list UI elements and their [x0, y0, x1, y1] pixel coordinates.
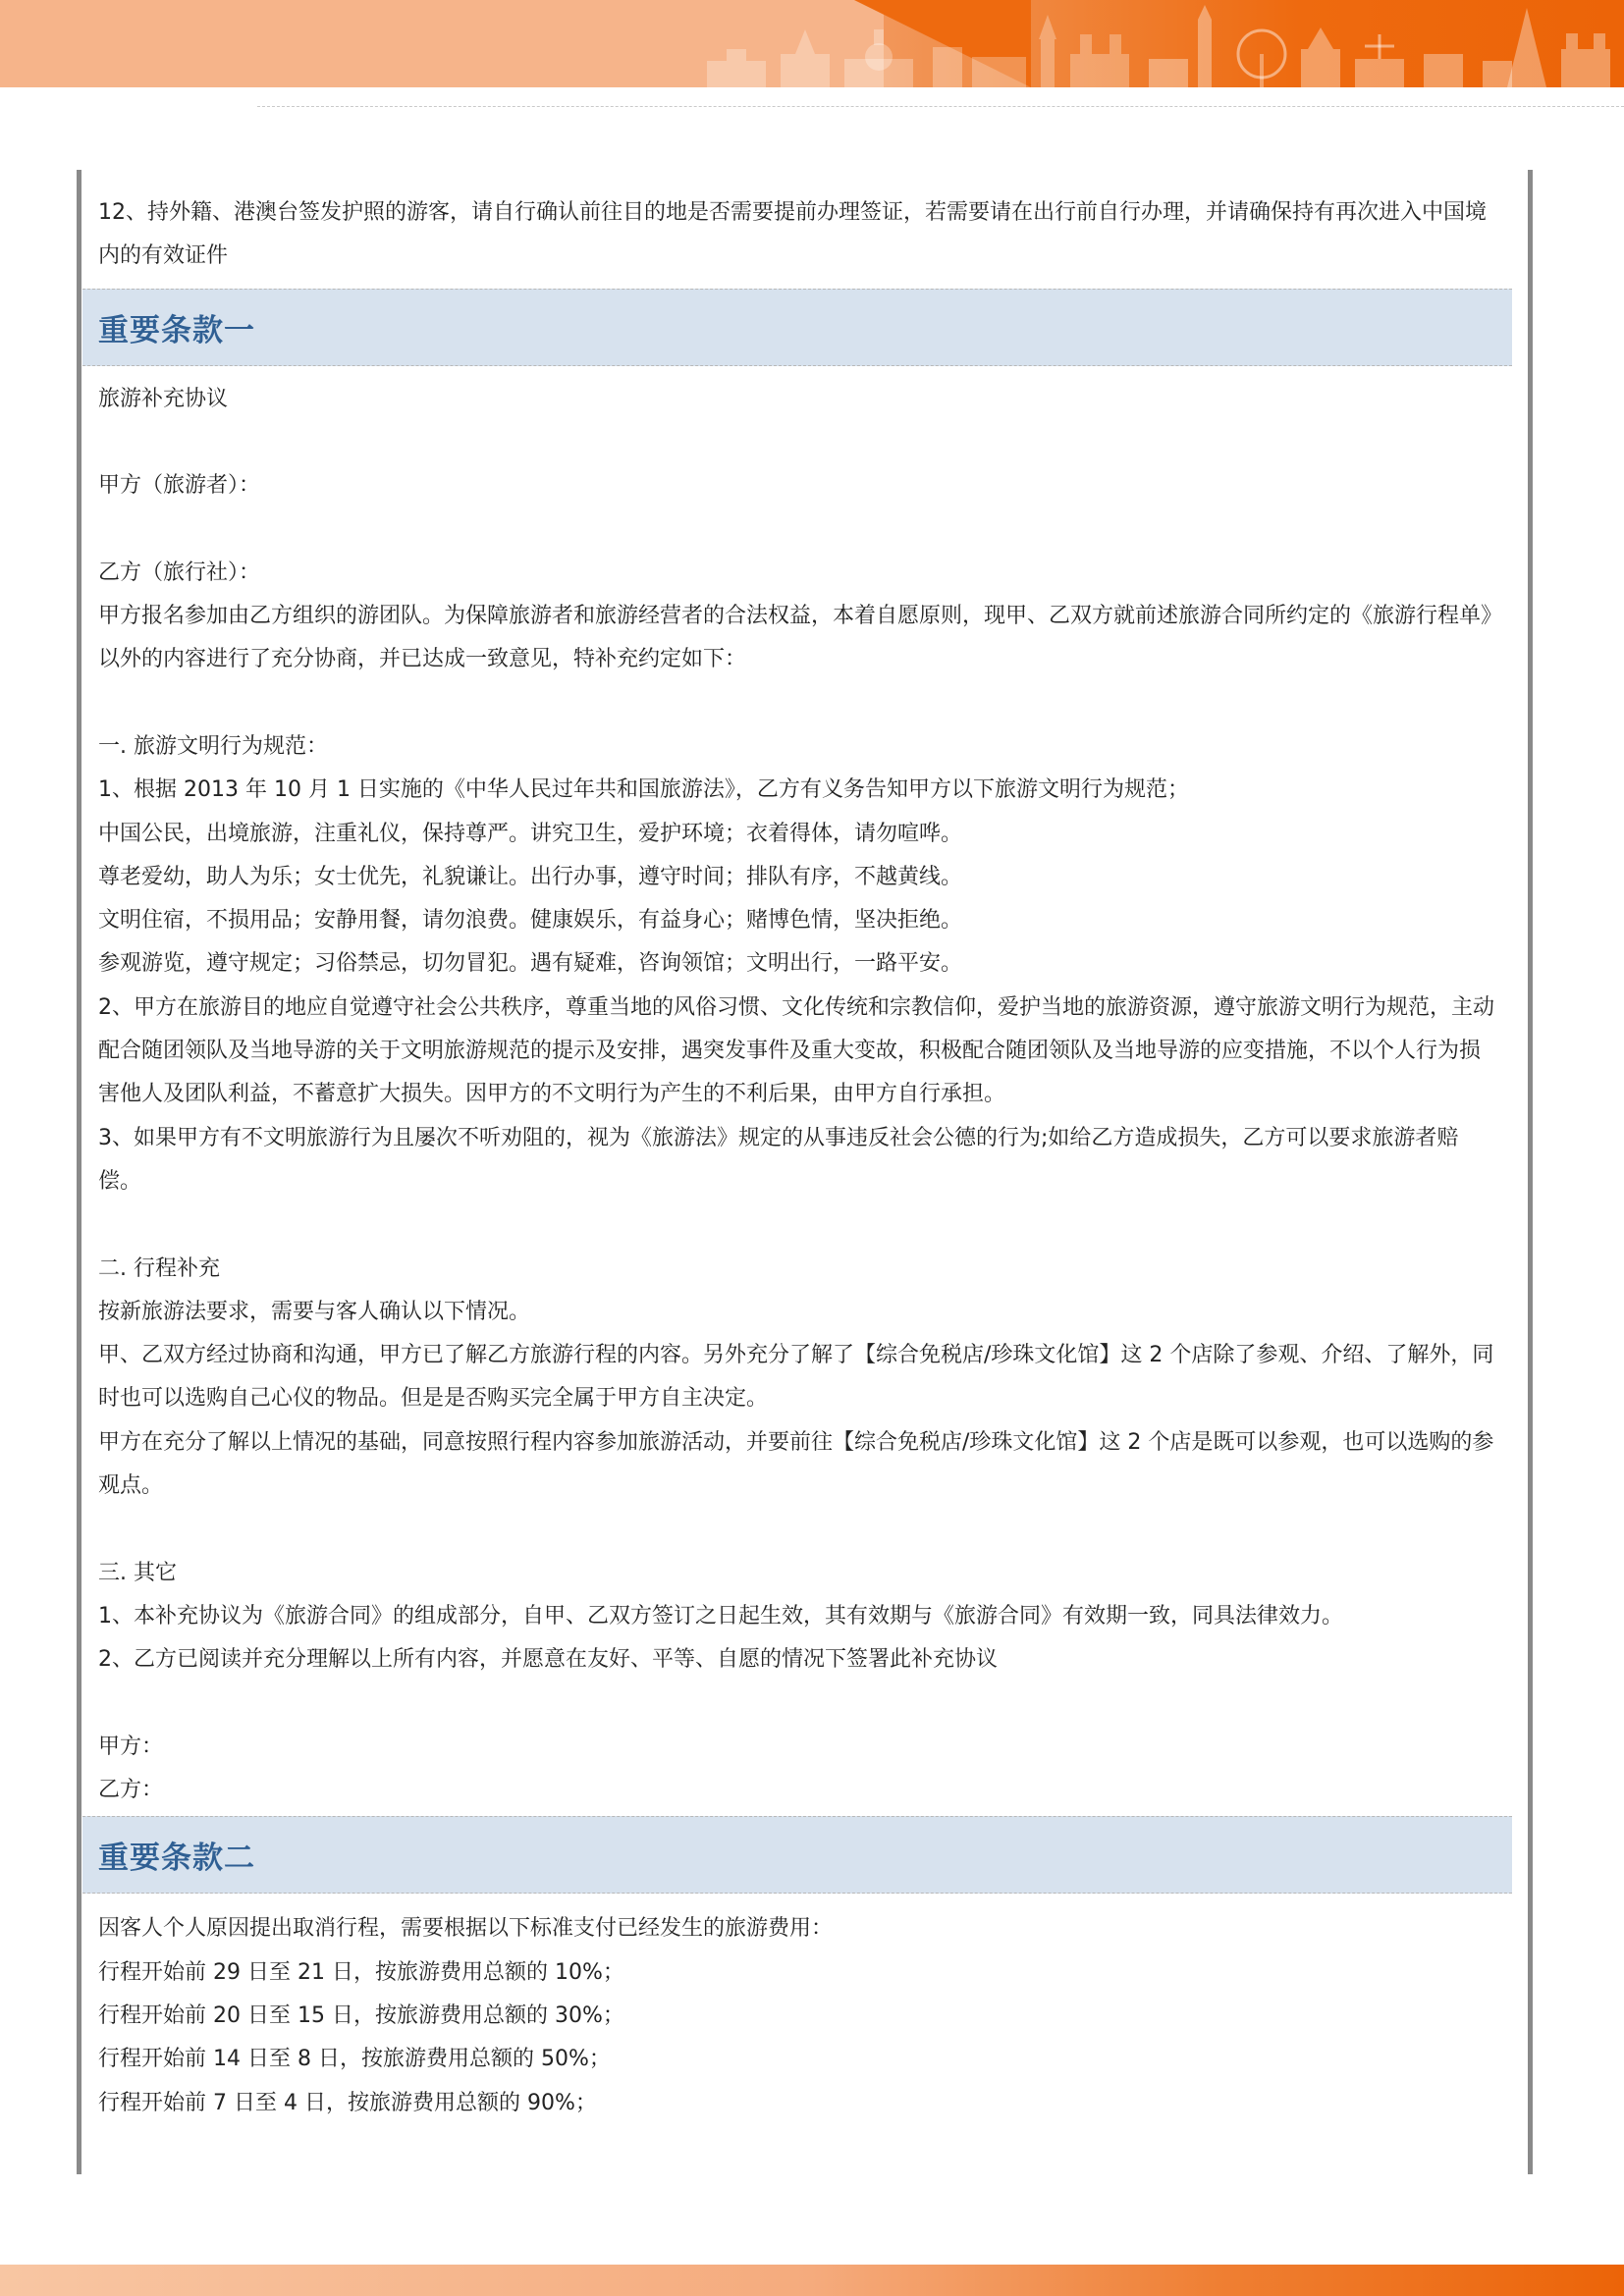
page-header-banner: [0, 0, 1624, 87]
paragraph-line: [82, 507, 1512, 551]
paragraph-line: 行程开始前 20 日至 15 日，按旅游费用总额的 30%；: [98, 2002, 624, 2028]
paragraph-line: 甲方（旅游者）：: [98, 473, 261, 499]
paragraph-line: 文明住宿，不损用品；安静用餐，请勿浪费。健康娱乐，有益身心；赌博色情，坚决拒绝。: [98, 908, 963, 934]
paragraph-line: 一. 旅游文明行为规范：: [98, 733, 328, 759]
paragraph-line: 行程开始前 14 日至 8 日，按旅游费用总额的 50%；: [98, 2047, 611, 2072]
paragraph-line: 3、如果甲方有不文明旅游行为且屡次不听劝阻的，视为《旅游法》规定的从事违反社会公德的行为;如给乙方造成损失，乙方可以要求旅游者赔偿。: [98, 1125, 1459, 1194]
paragraph-line: [82, 421, 1512, 464]
paragraph-line: [82, 682, 1512, 725]
paragraph-line: [82, 1203, 1512, 1247]
visa-note: 12、持外籍、港澳台签发护照的游客，请自行确认前往目的地是否需要提前办理签证，若需要请在出行前自行办理，并请确保持有再次进入中国境内的有效证件: [98, 200, 1487, 269]
party-b-signature-line: 乙方：: [98, 1778, 164, 1803]
page-footer-band: [0, 2265, 1624, 2296]
city-skyline-icon: [687, 0, 1624, 87]
paragraph-line: [82, 1682, 1512, 1726]
section-title-1: 重要条款一: [98, 312, 255, 348]
section-title-2: 重要条款二: [98, 1841, 255, 1877]
paragraph-line: 行程开始前 29 日至 21 日，按旅游费用总额的 10%；: [98, 1959, 624, 1985]
section-body-1: [82, 366, 1512, 1817]
paragraph-line: 2、乙方已阅读并充分理解以上所有内容，并愿意在友好、平等、自愿的情况下签署此补充协议: [98, 1647, 999, 1673]
paragraph-line: 行程开始前 7 日至 4 日，按旅游费用总额的 90%；: [98, 2090, 597, 2115]
paragraph-line: 甲方在充分了解以上情况的基础，同意按照行程内容参加旅游活动，并要前往【综合免税店/珍珠文化馆】这 2 个店是既可以参观，也可以选购的参观点。: [98, 1429, 1494, 1499]
paragraph-line: 甲方报名参加由乙方组织的游团队。为保障旅游者和旅游经营者的合法权益，本着自愿原则，现甲、乙双方就前述旅游合同所约定的《旅游行程单》以外的内容进行了充分协商，并已达成一致意见，特补充约定如下：: [98, 604, 1492, 672]
section-heading-1: [82, 289, 1512, 366]
paragraph-line: 尊老爱幼，助人为乐；女士优先，礼貌谦让。出行办事，遵守时间；排队有序，不越黄线。: [98, 864, 963, 889]
paragraph-line: 乙方（旅行社）：: [98, 560, 261, 585]
paragraph-line: 1、本补充协议为《旅游合同》的组成部分，自甲、乙双方签订之日起生效，其有效期与《旅游合同》有效期一致，同具法律效力。: [98, 1603, 1344, 1629]
paragraph-line: 旅游补充协议: [98, 386, 229, 411]
document-body: [82, 172, 1512, 2125]
header-divider: [257, 106, 1624, 107]
paragraph-line: 因客人个人原因提出取消行程，需要根据以下标准支付已经发生的旅游费用：: [98, 1916, 834, 1942]
section-body-2: [82, 1894, 1512, 2124]
paragraph-line: 2、甲方在旅游目的地应自觉遵守社会公共秩序，尊重当地的风俗习惯、文化传统和宗教信仰，爱护当地的旅游资源，遵守旅游文明行为规范，主动配合随团领队及当地导游的关于文明旅游规范的提示及安排，遇突发事件及重大变故，积极配合随团领队及当地导游的应变措施，不以个人行为损害他人及团队利益，不蓄意扩大损失。因甲方的不文明行为产生的不利后果，由甲方自行承担。: [98, 994, 1495, 1107]
paragraph-line: 按新旅游法要求，需要与客人确认以下情况。: [98, 1299, 531, 1324]
paragraph-line: 甲、乙双方经过协商和沟通，甲方已了解乙方旅游行程的内容。另外充分了解了【综合免税店/珍珠文化馆】这 2 个店除了参观、介绍、了解外，同时也可以选购自己心仪的物品。但是是否购买完全属于甲方自主决定。: [98, 1343, 1494, 1412]
party-a-signature-line: 甲方：: [98, 1734, 164, 1759]
paragraph-line: 三. 其它: [98, 1560, 177, 1585]
paragraph-line: 1、根据 2013 年 10 月 1 日实施的《中华人民过年共和国旅游法》，乙方有义务告知甲方以下旅游文明行为规范；: [98, 777, 1189, 803]
paragraph-line: [82, 1508, 1512, 1551]
section-heading-2: [82, 1816, 1512, 1894]
paragraph-line: 二. 行程补充: [98, 1255, 220, 1281]
paragraph-line: 中国公民，出境旅游，注重礼仪，保持尊严。讲究卫生，爱护环境；衣着得体，请勿喧哗。: [98, 821, 963, 846]
paragraph-line: 参观游览，遵守规定；习俗禁忌，切勿冒犯。遇有疑难，咨询领馆；文明出行，一路平安。: [98, 951, 963, 977]
